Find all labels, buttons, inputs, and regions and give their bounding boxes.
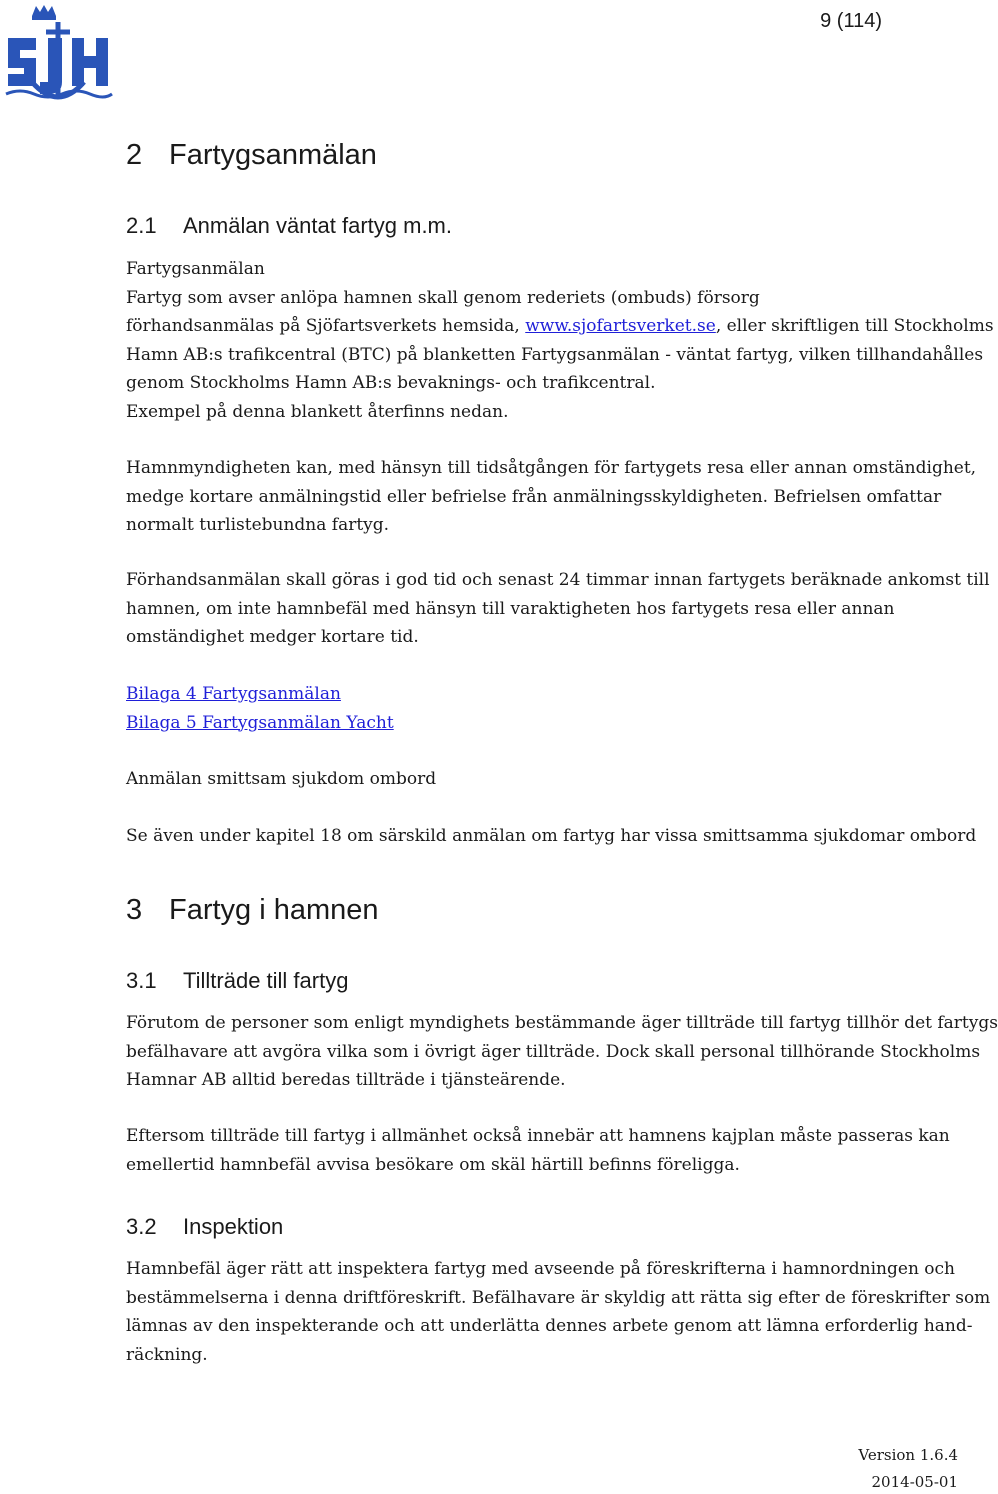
sjofartsverket-link[interactable]: www.sjofartsverket.se: [525, 316, 716, 337]
paragraph-line: Hamnbefäl äger rätt att inspektera fartyg med avseende på föreskrifterna i hamnordningen och: [126, 1259, 956, 1279]
paragraph-line: Eftersom tillträde till fartyg i allmänhet också innebär att hamnens kajplan måste passeras kan: [126, 1126, 950, 1146]
paragraph-line: Förhandsanmälan skall göras i god tid och senast 24 timmar innan fartygets beräknade ankomst till: [126, 570, 990, 590]
subsection-number: 2.1: [126, 213, 157, 238]
paragraph-forutom: [126, 1009, 998, 1095]
paragraph-line: räckning.: [126, 1344, 208, 1365]
bilaga-4-link[interactable]: Bilaga 4 Fartygsanmälan: [126, 684, 341, 704]
subsection-title: Anmälan väntat fartyg m.m.: [183, 213, 452, 238]
paragraph-line: Hamnar AB alltid beredas tillträde i tjänsteärende.: [126, 1070, 566, 1091]
paragraph-line: hamnen, om inte hamnbefäl med hänsyn till varaktigheten hos fartygets resa eller annan: [126, 598, 895, 619]
paragraph-line: lämnas av den inspekterande och att underlätta dennes arbete genom att lämna erforderlig hand-: [126, 1316, 973, 1337]
paragraph-se-aven: [126, 822, 977, 851]
subsection-heading-3-1: [126, 968, 348, 994]
paragraph-line: Hamnmyndigheten kan, med hänsyn till tidsåtgången för fartygets resa eller annan omständighet,: [126, 458, 977, 478]
paragraph-line: Anmälan smittsam sjukdom ombord: [126, 769, 437, 789]
subsection-number: 3.1: [126, 968, 157, 993]
section-number: 2: [126, 139, 143, 171]
paragraph-line: emellertid hamnbefäl avvisa besökare om skäl härtill befinns föreligga.: [126, 1154, 740, 1175]
paragraph-line: medge kortare anmälningstid eller befrielse från anmälningsskyldigheten. Befrielsen omfattar: [126, 486, 942, 507]
paragraph-line: normalt turlistebundna fartyg.: [126, 515, 390, 536]
bilaga-5-link[interactable]: Bilaga 5 Fartygsanmälan Yacht: [126, 712, 394, 733]
paragraph-line: befälhavare att avgöra vilka som i övrigt äger tillträde. Dock skall personal tillhörande Stockholms: [126, 1041, 981, 1062]
paragraph-line: Hamn AB:s trafikcentral (BTC) på blanketten Fartygsanmälan - väntat fartyg, vilken tillhandahålles: [126, 344, 984, 365]
paragraph-line: Förutom de personer som enligt myndighets bestämmande äger tillträde till fartyg tillhör det fartygs: [126, 1013, 998, 1033]
text-fragment: , eller skriftligen till Stockholms: [715, 316, 994, 337]
appendix-links: [126, 680, 956, 737]
section-heading-3: [126, 894, 379, 927]
paragraph-smittsam-sjukdom: [126, 765, 956, 794]
paragraph-fartygsanmalan: [126, 255, 994, 427]
text-fragment: förhandsanmälas på Sjöfartsverkets hemsida,: [126, 316, 526, 337]
subsection-title: Inspektion: [183, 1214, 284, 1239]
paragraph-line: genom Stockholms Hamn AB:s bevaknings- och trafikcentral.: [126, 373, 656, 394]
paragraph-line: bestämmelserna i denna driftföreskrift. Befälhavare är skyldig att rätta sig efter de föreskrifter som: [126, 1287, 991, 1308]
subsection-title: Tillträde till fartyg: [183, 968, 349, 993]
paragraph-line: Fartyg som avser anlöpa hamnen skall genom rederiets (ombuds) försorg: [126, 287, 760, 308]
paragraph-inspektion: [126, 1255, 991, 1369]
paragraph-eftersom: [126, 1122, 956, 1179]
footer-version: Version 1.6.4: [858, 1446, 958, 1464]
subsection-number: 3.2: [126, 1214, 157, 1239]
section-title: Fartygsanmälan: [169, 139, 377, 171]
paragraph-line: Se även under kapitel 18 om särskild anmälan om fartyg har vissa smittsamma sjukdomar ombord: [126, 826, 977, 846]
section-number: 3: [126, 894, 143, 926]
subsection-heading-3-2: [126, 1214, 283, 1240]
company-logo: [2, 2, 114, 110]
section-title: Fartyg i hamnen: [169, 894, 379, 926]
footer-date: 2014-05-01: [871, 1473, 958, 1491]
paragraph-line: [126, 312, 994, 341]
page-number: 9 (114): [820, 10, 882, 32]
section-heading-2: [126, 139, 377, 172]
paragraph-line: omständighet medger kortare tid.: [126, 627, 419, 648]
subsection-heading-2-1: [126, 213, 452, 239]
paragraph-forhandsanmalan: [126, 566, 990, 652]
paragraph-line: Exempel på denna blankett återfinns nedan.: [126, 401, 509, 422]
paragraph-line: Fartygsanmälan: [126, 259, 265, 279]
paragraph-hamnmyndigheten: [126, 454, 977, 540]
